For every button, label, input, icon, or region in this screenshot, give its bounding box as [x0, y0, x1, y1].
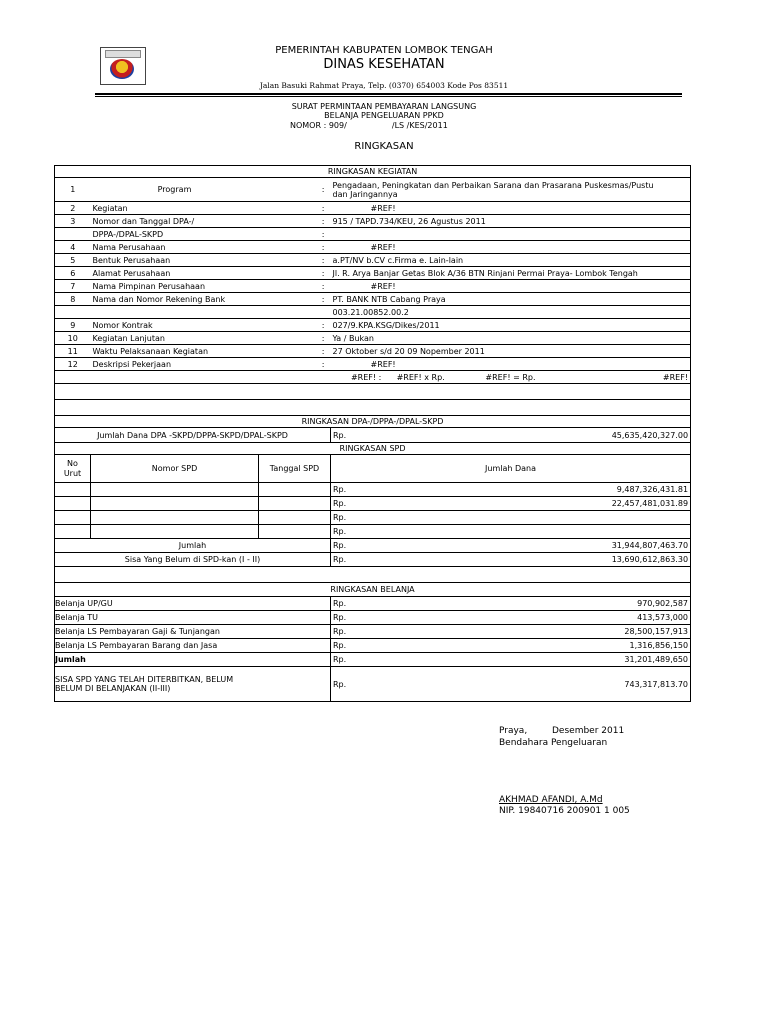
row-label: Nama Perusahaan	[91, 241, 259, 254]
row-value	[331, 228, 691, 241]
belanja-label: Belanja LS Pembayaran Barang dan Jasa	[55, 639, 331, 653]
belanja-row	[55, 597, 691, 611]
belanja-label: Belanja UP/GU	[55, 597, 331, 611]
belanja-value: 31,201,489,650	[538, 653, 691, 667]
row-value	[331, 254, 691, 267]
row-value-text: #REF!	[370, 242, 396, 252]
row-number: 2	[55, 202, 91, 215]
belanja-value: 970,902,587	[538, 597, 691, 611]
row-number: 6	[55, 267, 91, 280]
blank	[55, 400, 691, 416]
dpa-row	[55, 428, 691, 443]
ref-empty	[55, 371, 259, 384]
spd-rp: Rp.	[331, 497, 538, 511]
row-label: Nomor dan Tanggal DPA-/	[91, 215, 259, 228]
document-number	[290, 121, 448, 130]
row-value-text: 27 Oktober s/d 20 09 Nopember 2011	[332, 346, 485, 356]
row-label	[91, 306, 259, 319]
row-value	[331, 293, 691, 306]
belanja-rp: Rp.	[331, 597, 538, 611]
title-line1: SURAT PERMINTAAN PEMBAYARAN LANGSUNG	[291, 102, 477, 111]
spd-value: 22,457,481,031.89	[538, 497, 691, 511]
spd-no	[55, 511, 91, 525]
row-colon: :	[259, 345, 331, 358]
row-colon: :	[259, 267, 331, 280]
col-nomor: Nomor SPD	[91, 455, 259, 483]
row-colon	[259, 306, 331, 319]
belanja-sisa-rp: Rp.	[331, 667, 538, 702]
belanja-sisa-value: 743,317,813.70	[538, 667, 691, 702]
row-number: 5	[55, 254, 91, 267]
row-value	[331, 202, 691, 215]
belanja-rp: Rp.	[331, 611, 538, 625]
kegiatan-row	[55, 358, 691, 371]
spd-tanggal	[259, 511, 331, 525]
row-value	[331, 332, 691, 345]
kegiatan-row	[55, 345, 691, 358]
row-value	[331, 241, 691, 254]
belanja-label: Belanja LS Pembayaran Gaji & Tunjangan	[55, 625, 331, 639]
row-label: DPPA-/DPAL-SKPD	[91, 228, 259, 241]
kegiatan-row	[55, 215, 691, 228]
row-value-text: #REF!	[370, 281, 396, 291]
spd-sisa-rp: Rp.	[331, 553, 538, 567]
kegiatan-row	[55, 280, 691, 293]
belanja-row	[55, 639, 691, 653]
col-tanggal: Tanggal SPD	[259, 455, 331, 483]
row-colon: :	[259, 241, 331, 254]
col-no	[55, 455, 91, 483]
spd-nomor	[91, 483, 259, 497]
row-label: Program	[91, 178, 259, 202]
ref-a: #REF! :	[350, 372, 382, 382]
row-value-text: 003.21.00852.00.2	[332, 307, 409, 317]
row-number: 9	[55, 319, 91, 332]
row-label: Alamat Perusahaan	[91, 267, 259, 280]
row-colon: :	[259, 215, 331, 228]
row-colon: :	[259, 293, 331, 306]
spd-heading: RINGKASAN SPD	[55, 443, 691, 455]
belanja-heading: RINGKASAN BELANJA	[55, 583, 691, 597]
signature-name: AKHMAD AFANDI, A.Md	[499, 795, 603, 805]
nomor-label: NOMOR : 909/	[290, 121, 347, 130]
row-value-text: #REF!	[370, 359, 396, 369]
row-colon: :	[259, 202, 331, 215]
belanja-row	[55, 625, 691, 639]
ref-c: #REF! = Rp.	[485, 372, 536, 382]
spd-sisa-value: 13,690,612,863.30	[538, 553, 691, 567]
spd-jumlah-value: 31,944,807,463.70	[538, 539, 691, 553]
ref-a	[259, 371, 538, 384]
spd-row	[55, 525, 691, 539]
row-value	[331, 306, 691, 319]
spd-nomor	[91, 511, 259, 525]
dpa-label: Jumlah Dana DPA -SKPD/DPPA-SKPD/DPAL-SKPD	[55, 428, 331, 443]
spd-rp: Rp.	[331, 483, 538, 497]
row-number	[55, 228, 91, 241]
row-label: Kegiatan	[91, 202, 259, 215]
signature-place: Praya,	[499, 726, 528, 736]
row-label: Deskripsi Pekerjaan	[91, 358, 259, 371]
row-colon: :	[259, 332, 331, 345]
spd-col-header	[55, 455, 691, 483]
kegiatan-row	[55, 241, 691, 254]
header-agency: DINAS KESEHATAN	[323, 57, 445, 72]
belanja-rp: Rp.	[331, 653, 538, 667]
spd-heading-row	[55, 443, 691, 455]
program-value-2: dan Jaringannya	[332, 189, 398, 199]
spd-row	[55, 511, 691, 525]
row-colon: :	[259, 280, 331, 293]
spd-row	[55, 497, 691, 511]
row-number: 10	[55, 332, 91, 345]
ref-row	[55, 371, 691, 384]
header-address: Jalan Basuki Rahmat Praya, Telp. (0370) 654003 Kode Pos 83511	[259, 81, 509, 90]
kegiatan-row	[55, 254, 691, 267]
row-value-text: Ya / Bukan	[332, 333, 374, 343]
row-colon: :	[259, 358, 331, 371]
header-government: PEMERINTAH KABUPATEN LOMBOK TENGAH	[275, 45, 493, 56]
row-number: 7	[55, 280, 91, 293]
spd-nomor	[91, 525, 259, 539]
row-value	[331, 358, 691, 371]
dpa-heading-row	[55, 416, 691, 428]
kegiatan-heading-row	[55, 166, 691, 178]
row-colon: :	[259, 228, 331, 241]
row-colon: :	[259, 319, 331, 332]
dpa-value: 45,635,420,327.00	[538, 428, 691, 443]
spd-tanggal	[259, 483, 331, 497]
belanja-rp: Rp.	[331, 639, 538, 653]
row-value-text: #REF!	[370, 203, 396, 213]
kegiatan-row	[55, 332, 691, 345]
dpa-rp: Rp.	[331, 428, 538, 443]
row-value-text: Jl. R. Arya Banjar Getas Blok A/36 BTN Rinjani Permai Praya- Lombok Tengah	[332, 268, 638, 278]
spd-rp: Rp.	[331, 511, 538, 525]
row-number: 4	[55, 241, 91, 254]
signature-date: Desember 2011	[552, 726, 625, 736]
row-value	[331, 178, 691, 202]
section-title: RINGKASAN	[354, 141, 414, 152]
spd-nomor	[91, 497, 259, 511]
row-value	[331, 280, 691, 293]
spd-jumlah-row	[55, 539, 691, 553]
spd-sisa-row	[55, 553, 691, 567]
spd-no	[55, 525, 91, 539]
belanja-heading-row	[55, 583, 691, 597]
document-title	[0, 102, 768, 120]
blank-row	[55, 400, 691, 416]
spd-no	[55, 497, 91, 511]
blank-row	[55, 384, 691, 400]
belanja-label: Jumlah	[55, 653, 331, 667]
row-label: Waktu Pelaksanaan Kegiatan	[91, 345, 259, 358]
belanja-label: Belanja TU	[55, 611, 331, 625]
row-number: 1	[55, 178, 91, 202]
col-jumlah: Jumlah Dana	[331, 455, 691, 483]
belanja-row	[55, 611, 691, 625]
row-label: Kegiatan Lanjutan	[91, 332, 259, 345]
belanja-row	[55, 653, 691, 667]
row-number: 8	[55, 293, 91, 306]
title-line2: BELANJA PENGELUARAN PPKD	[324, 111, 444, 120]
signature-role: Bendahara Pengeluaran	[499, 738, 608, 748]
belanja-value: 28,500,157,913	[538, 625, 691, 639]
belanja-sisa-label	[55, 667, 331, 702]
kegiatan-heading: RINGKASAN KEGIATAN	[55, 166, 691, 178]
row-value	[331, 319, 691, 332]
belanja-sisa-row	[55, 667, 691, 702]
spd-jumlah-label: Jumlah	[55, 539, 331, 553]
row-colon: :	[259, 254, 331, 267]
belanja-value: 1,316,856,150	[538, 639, 691, 653]
row-number: 3	[55, 215, 91, 228]
spd-tanggal	[259, 525, 331, 539]
row-label: Nomor Kontrak	[91, 319, 259, 332]
kegiatan-row	[55, 293, 691, 306]
ref-d: #REF!	[538, 371, 691, 384]
belanja-rp: Rp.	[331, 625, 538, 639]
row-value-text: PT. BANK NTB Cabang Praya	[332, 294, 446, 304]
row-number	[55, 306, 91, 319]
summary-table	[54, 165, 691, 702]
kegiatan-row	[55, 178, 691, 202]
spd-value	[538, 525, 691, 539]
spd-no	[55, 483, 91, 497]
kegiatan-row	[55, 319, 691, 332]
col-no-2: Urut	[63, 468, 82, 478]
belanja-value: 413,573,000	[538, 611, 691, 625]
kegiatan-row	[55, 267, 691, 280]
signature-nip: NIP. 19840716 200901 1 005	[499, 806, 630, 816]
spd-jumlah-rp: Rp.	[331, 539, 538, 553]
nomor-suffix: /LS /KES/2011	[391, 121, 448, 130]
row-value-text: a.PT/NV b.CV c.Firma e. Lain-lain	[332, 255, 464, 265]
sisa-line1: SISA SPD YANG TELAH DITERBITKAN, BELUM	[55, 675, 234, 684]
dpa-heading: RINGKASAN DPA-/DPPA-/DPAL-SKPD	[55, 416, 691, 428]
kegiatan-row	[55, 306, 691, 319]
row-label: Nama Pimpinan Perusahaan	[91, 280, 259, 293]
spd-value	[538, 511, 691, 525]
row-value	[331, 267, 691, 280]
blank	[55, 567, 691, 583]
program-value: Pengadaan, Peningkatan dan Perbaikan Sarana dan Prasarana Puskesmas/Pustu	[332, 180, 654, 190]
row-number: 12	[55, 358, 91, 371]
row-label: Bentuk Perusahaan	[91, 254, 259, 267]
header-rule-thin	[95, 96, 682, 97]
blank	[55, 384, 691, 400]
row-colon: :	[259, 178, 331, 202]
row-value-text: 915 / TAPD.734/KEU, 26 Agustus 2011	[332, 216, 486, 226]
row-value-text: 027/9.KPA.KSG/Dikes/2011	[332, 320, 440, 330]
spd-value: 9,487,326,431.81	[538, 483, 691, 497]
row-value	[331, 345, 691, 358]
spd-tanggal	[259, 497, 331, 511]
sisa-line2: BELUM DI BELANJAKAN (II-III)	[55, 684, 171, 693]
row-value	[331, 215, 691, 228]
ref-b: #REF! x Rp.	[396, 372, 445, 382]
kegiatan-row	[55, 228, 691, 241]
spd-sisa-label: Sisa Yang Belum di SPD-kan (I - II)	[55, 553, 331, 567]
blank-row	[55, 567, 691, 583]
spd-rp: Rp.	[331, 525, 538, 539]
row-number: 11	[55, 345, 91, 358]
row-label: Nama dan Nomor Rekening Bank	[91, 293, 259, 306]
col-no-1: No	[67, 458, 78, 468]
header-rule	[95, 93, 682, 95]
spd-row	[55, 483, 691, 497]
kegiatan-row	[55, 202, 691, 215]
